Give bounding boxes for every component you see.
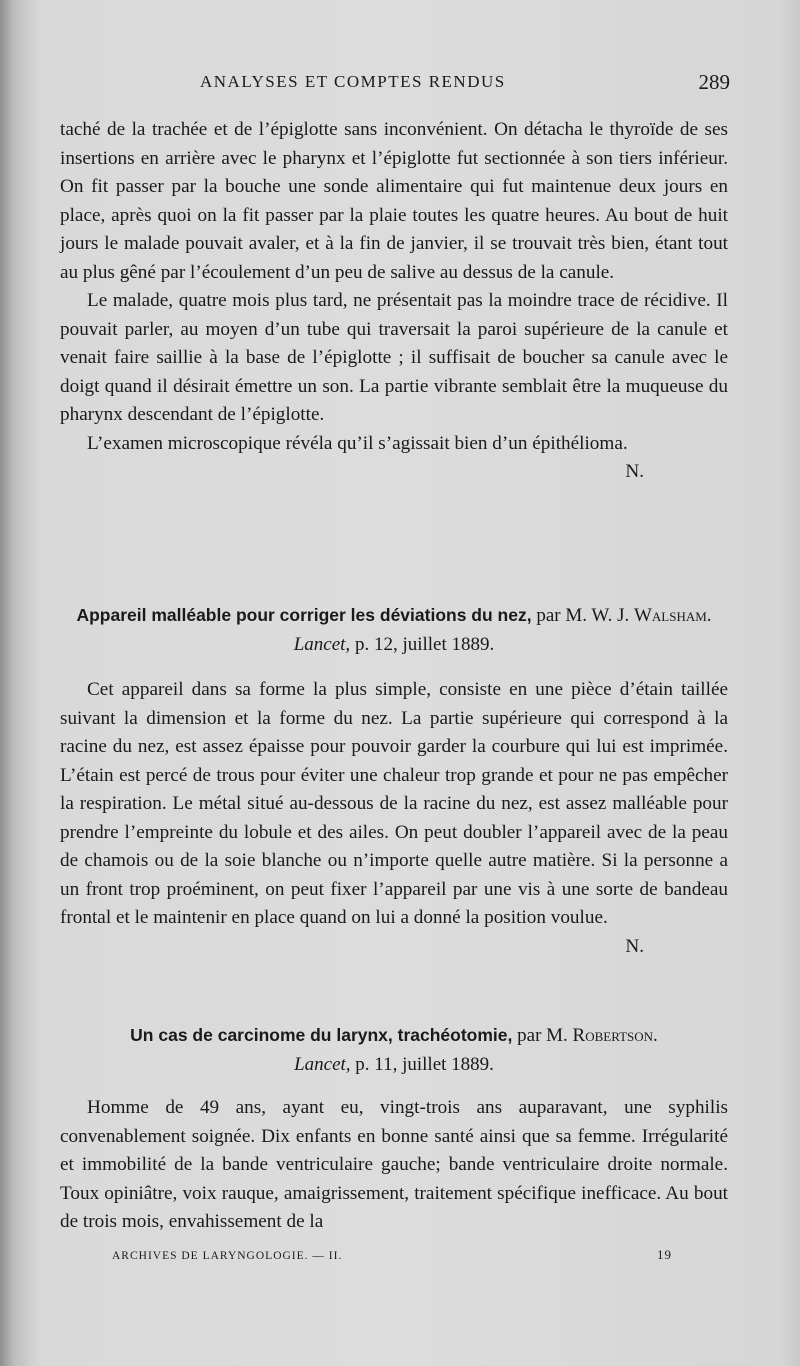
article2-paragraph-1 [60,676,728,957]
article3-body [60,1094,728,1237]
article2-citation: p. 12, juillet 1889. [350,633,495,655]
article2-author: Walsham. [633,605,712,626]
article2-title: Appareil malléable pour corriger les déviations du nez, [76,605,532,625]
article2-heading [60,601,728,659]
article1-paragraph-1: taché de la trachée et de l’épiglotte sans inconvénient. On détacha le thyroïde de ses insertions en arrière avec le pharynx et l’épiglotte fut sectionnée à son tiers inférieur. On fit passer par la bouche une sonde alimentaire qui fut maintenue deux jours en place, après quoi on la fit passer par la plaie toutes les quatre heures. Au bout de huit jours le malade pouvait avaler, et à la fin de janvier, il se trouvait très bien, étant tout au plus gêné par l’écoulement d’un peu de salive au dessus de la canule. [60,119,728,283]
article3-title: Un cas de carcinome du larynx, trachéotomie, [130,1025,513,1045]
page-number: 289 [698,70,730,94]
article2-paragraph-1-text: Cet appareil dans sa forme la plus simple, consiste en une pièce d’étain taillée suivant la dimension et la forme du nez. La partie supérieure qui correspond à la racine du nez, est assez épaisse pour pouvoir garder la courbure qui lui est imprimée. L’étain est percé de trous pour éviter une chaleur trop grande et pour ne pas empêcher la respiration. Le métal situé au-dessous de la racine du nez, est assez malléable pour prendre l’empreinte du lobule et des ailes. On peut doubler l’appareil avec de la peau de chamois ou de la soie blanche ou n’importe quelle autre matière. Si la personne a un front trop proéminent, on peut fixer l’appareil par une vis à une sorte de bandeau frontal et le maintenir en place quand on lui a donné la position voulue. [60,679,728,928]
running-title: ANALYSES ET COMPTES RENDUS [200,72,506,91]
article1-paragraph-3-text: L’examen microscopique révéla qu’il s’agissait bien d’un épithélioma. [87,432,628,454]
article3-heading [60,1021,728,1079]
footer-signature-mark: 19 [657,1247,672,1262]
article1-signature: N. [625,461,644,482]
article3-journal: Lancet, [294,1053,351,1075]
article2-signature: N. [625,935,644,957]
footer-journal: ARCHIVES DE LARYNGOLOGIE. — II. [112,1250,343,1262]
article1-paragraph-3 [60,430,728,482]
article3-author: Robertson. [572,1025,658,1046]
article2-by: par M. W. J. [531,605,634,626]
article2-body [60,676,728,961]
article3-paragraph-1: Homme de 49 ans, ayant eu, vingt-trois ans auparavant, une syphilis convenablement soignée. Dix enfants en bonne santé ainsi que sa femme. Irrégularité et immobilité de la bande ventriculaire gauche; bande ventriculaire droite normale. Toux opiniâtre, voix rauque, amaigrissement, traitement spécifique inefficace. Au bout de trois mois, envahissement de la [60,1097,728,1232]
article2-journal: Lancet, [293,633,351,655]
article1-continuation [60,116,728,487]
article3-by: par M. [512,1025,573,1046]
article3-citation: p. 11, juillet 1889. [350,1053,494,1075]
article1-paragraph-2: Le malade, quatre mois plus tard, ne présentait pas la moindre trace de récidive. Il pouvait parler, au moyen d’un tube qui traversait la paroi supérieure de la canule et venait faire saillie à la base de l’épiglotte ; il suffisait de boucher sa canule avec le doigt quand il désirait émettre un son. La partie vibrante semblait être la muqueuse du pharynx descendant de l’épiglotte. [60,290,728,425]
